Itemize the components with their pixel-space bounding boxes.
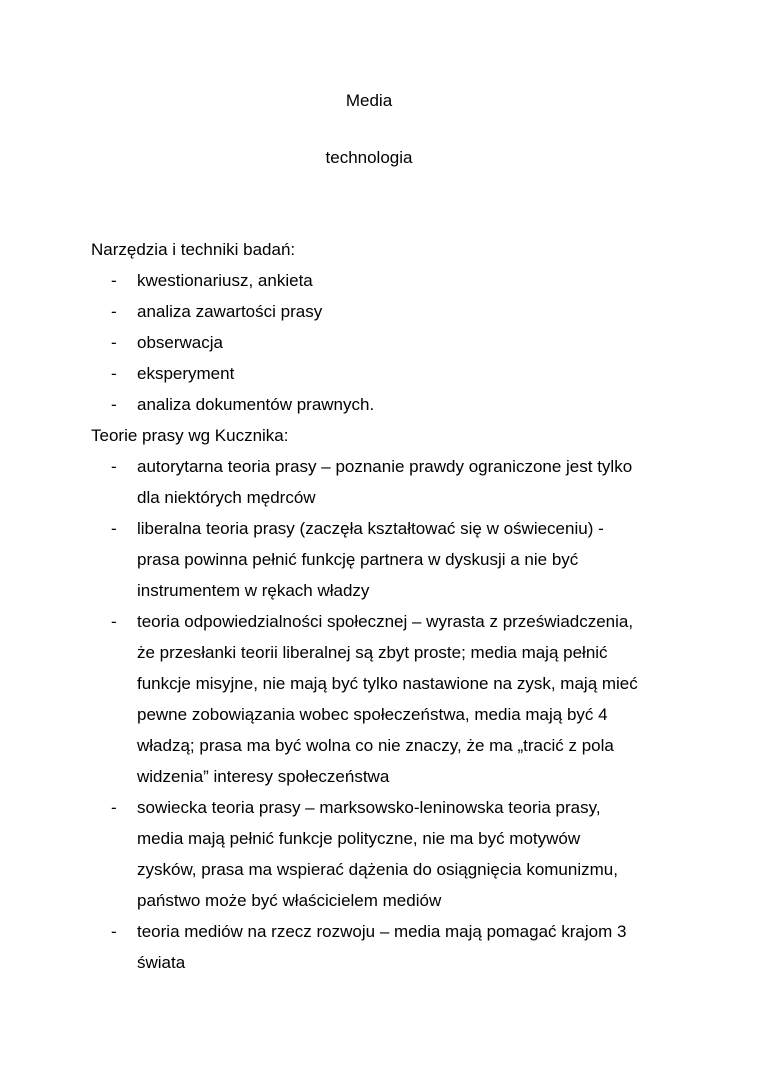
dash-bullet: - — [111, 457, 117, 476]
list-item-line: prasa powinna pełnić funkcję partnera w dyskusji a nie być — [137, 550, 579, 569]
research-tools-heading: Narzędzia i techniki badań: — [91, 240, 296, 259]
list-item-line: że przesłanki teorii liberalnej są zbyt proste; media mają pełnić — [137, 643, 608, 662]
dash-bullet: - — [111, 333, 117, 352]
dash-bullet: - — [111, 612, 117, 631]
list-item-text: analiza dokumentów prawnych. — [137, 395, 375, 414]
press-theories-heading: Teorie prasy wg Kucznika: — [91, 426, 289, 445]
dash-bullet: - — [111, 798, 117, 817]
list-item-line: teoria odpowiedzialności społecznej – wyrasta z przeświadczenia, — [137, 612, 634, 631]
list-item — [91, 296, 691, 327]
list-item-line: sowiecka teoria prasy – marksowsko-leninowska teoria prasy, — [137, 798, 601, 817]
list-item-line: funkcje misyjne, nie mają być tylko nastawione na zysk, mają mieć — [137, 674, 638, 693]
list-item — [91, 792, 691, 916]
list-item-line: zysków, prasa ma wspierać dążenia do osiągnięcia komunizmu, — [137, 860, 618, 879]
list-item-line: liberalna teoria prasy (zaczęła kształtować się w oświeceniu) - — [137, 519, 604, 538]
press-theories-list — [91, 451, 691, 978]
list-item-line: media mają pełnić funkcje polityczne, nie ma być motywów — [137, 829, 581, 848]
dash-bullet: - — [111, 922, 117, 941]
list-item — [91, 389, 691, 420]
dash-bullet: - — [111, 271, 117, 290]
list-item-line: teoria mediów na rzecz rozwoju – media mają pomagać krajom 3 — [137, 922, 627, 941]
list-item — [91, 265, 691, 296]
list-item-line: dla niektórych mędrców — [137, 488, 316, 507]
list-item-line: autorytarna teoria prasy – poznanie prawdy ograniczone jest tylko — [137, 457, 633, 476]
list-item — [91, 513, 691, 606]
dash-bullet: - — [111, 395, 117, 414]
list-item-line: pewne zobowiązania wobec społeczeństwa, media mają być 4 — [137, 705, 608, 724]
list-item — [91, 606, 691, 792]
list-item-line: świata — [137, 953, 186, 972]
list-item-text: analiza zawartości prasy — [137, 302, 323, 321]
list-item-line: instrumentem w rękach władzy — [137, 581, 370, 600]
list-item — [91, 358, 691, 389]
dash-bullet: - — [111, 302, 117, 321]
research-tools-list — [91, 265, 691, 420]
dash-bullet: - — [111, 364, 117, 383]
list-item — [91, 916, 691, 978]
list-item-line: państwo może być właścicielem mediów — [137, 891, 442, 910]
list-item-line: widzenia” interesy społeczeństwa — [137, 767, 390, 786]
list-item — [91, 327, 691, 358]
list-item — [91, 451, 691, 513]
dash-bullet: - — [111, 519, 117, 538]
document-body — [91, 234, 691, 978]
list-item-text: kwestionariusz, ankieta — [137, 271, 313, 290]
list-item-text: obserwacja — [137, 333, 223, 352]
list-item-line: władzą; prasa ma być wolna co nie znaczy, że ma „tracić z pola — [137, 736, 614, 755]
list-item-text: eksperyment — [137, 364, 235, 383]
document-title: Media — [345, 91, 393, 110]
document-subtitle: technologia — [325, 148, 413, 167]
